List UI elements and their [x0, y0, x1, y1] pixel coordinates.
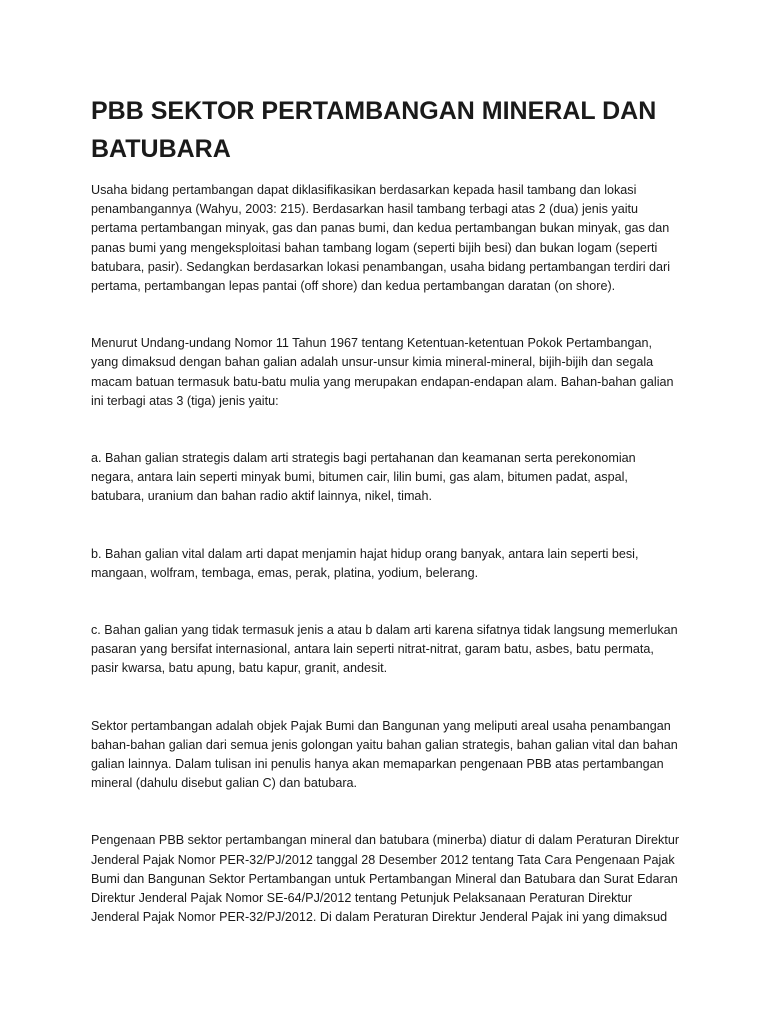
paragraph-intro: Usaha bidang pertambangan dapat diklasifikasikan berdasarkan kepada hasil tambang dan lokasi penambangannya (Wahyu, 2003: 215). Berdasarkan hasil tambang terbagi atas 2 (dua) jenis yaitu pertama pertambangan minyak, gas dan panas bumi, dan kedua pertambangan bukan minyak, gas dan panas bumi yang mengeksploitasi bahan tambang logam (seperti bijih besi) dan bukan logam (seperti batubara, pasir). Sedangkan berdasarkan lokasi penambangan, usaha bidang pertambangan terdiri dari pertama, pertambangan lepas pantai (off shore) dan kedua pertambangan daratan (on shore). — [91, 183, 670, 294]
paragraph-spacer — [91, 411, 680, 449]
paragraph-galian-lainnya: c. Bahan galian yang tidak termasuk jenis a atau b dalam arti karena sifatnya tidak langsung memerlukan pasaran yang bersifat internasional, antara lain seperti nitrat-nitrat, garam batu, asbes, batu permata, pasir kwarsa, batu apung, batu kapur, granit, andesit. — [91, 623, 678, 676]
paragraph-galian-strategis: a. Bahan galian strategis dalam arti strategis bagi pertahanan dan keamanan serta perekonomian negara, antara lain seperti minyak bumi, bitumen cair, lilin bumi, gas alam, bitumen padat, aspal, batubara, uranium dan bahan radio aktif lainnya, nikel, timah. — [91, 451, 636, 504]
paragraph-spacer — [91, 507, 680, 545]
paragraph-spacer — [91, 679, 680, 717]
paragraph-spacer — [91, 793, 680, 831]
paragraph-spacer — [91, 583, 680, 621]
paragraph-spacer — [91, 296, 680, 334]
paragraph-sektor-pertambangan: Sektor pertambangan adalah objek Pajak Bumi dan Bangunan yang meliputi areal usaha penambangan bahan-bahan galian dari semua jenis golongan yaitu bahan galian strategis, bahan galian vital dan bahan galian lainnya. Dalam tulisan ini penulis hanya akan memaparkan pengenaan PBB atas pertambangan mineral (dahulu disebut galian C) dan batubara. — [91, 718, 678, 791]
paragraph-undang-undang: Menurut Undang-undang Nomor 11 Tahun 1967 tentang Ketentuan-ketentuan Pokok Pertambangan, yang dimaksud dengan bahan galian adalah unsur-unsur kimia mineral-mineral, bijih-bijih dan segala macam batuan termasuk batu-batu mulia yang merupakan endapan-endapan alam. Bahan-bahan galian ini terbagi atas 3 (tiga) jenis yaitu: — [91, 336, 674, 408]
paragraph-galian-vital: b. Bahan galian vital dalam arti dapat menjamin hajat hidup orang banyak, antara lain seperti besi, mangaan, wolfram, tembaga, emas, perak, platina, yodium, belerang. — [91, 546, 639, 580]
paragraph-pengenaan-pbb: Pengenaan PBB sektor pertambangan mineral dan batubara (minerba) diatur di dalam Peraturan Direktur Jenderal Pajak Nomor PER-32/PJ/2012 tanggal 28 Desember 2012 tentang Tata Cara Pengenaan Pajak Bumi dan Bangunan Sektor Pertambangan untuk Pertambangan Mineral dan Batubara dan Surat Edaran Direktur Jenderal Pajak Nomor SE-64/PJ/2012 tentang Petunjuk Pelaksanaan Peraturan Direktur Jenderal Pajak Nomor PER-32/PJ/2012. Di dalam Peraturan Direktur Jenderal Pajak ini yang dimaksud — [91, 833, 680, 925]
document-title: PBB SEKTOR PERTAMBANGAN MINERAL DAN BATUBARA — [91, 97, 657, 163]
